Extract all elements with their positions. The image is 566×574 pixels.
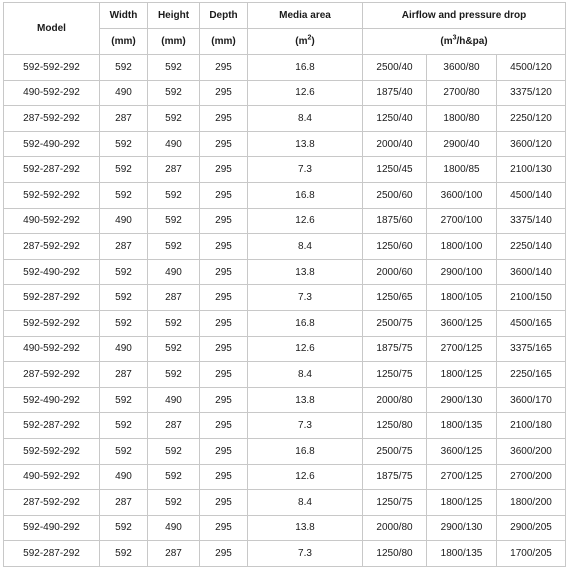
cell-height: 592 bbox=[148, 55, 200, 81]
cell-model: 592-592-292 bbox=[4, 310, 100, 336]
cell-model: 287-592-292 bbox=[4, 490, 100, 516]
cell-height: 490 bbox=[148, 387, 200, 413]
cell-airflow-mid: 2900/130 bbox=[427, 387, 497, 413]
cell-airflow-low: 1250/65 bbox=[363, 285, 427, 311]
cell-model: 592-490-292 bbox=[4, 259, 100, 285]
cell-model: 287-592-292 bbox=[4, 362, 100, 388]
cell-width: 490 bbox=[100, 464, 148, 490]
cell-airflow-low: 2500/75 bbox=[363, 310, 427, 336]
cell-airflow-mid: 1800/85 bbox=[427, 157, 497, 183]
cell-media-area: 13.8 bbox=[248, 387, 363, 413]
cell-height: 592 bbox=[148, 336, 200, 362]
cell-depth: 295 bbox=[200, 208, 248, 234]
table-row bbox=[4, 515, 566, 541]
cell-airflow-high: 2250/165 bbox=[497, 362, 566, 388]
table-body bbox=[4, 55, 566, 567]
cell-model: 592-490-292 bbox=[4, 515, 100, 541]
cell-height: 287 bbox=[148, 157, 200, 183]
cell-depth: 295 bbox=[200, 362, 248, 388]
cell-height: 592 bbox=[148, 310, 200, 336]
unit-width: (mm) bbox=[100, 29, 148, 55]
cell-depth: 295 bbox=[200, 259, 248, 285]
table-row bbox=[4, 182, 566, 208]
cell-depth: 295 bbox=[200, 490, 248, 516]
cell-airflow-low: 2000/60 bbox=[363, 259, 427, 285]
cell-width: 287 bbox=[100, 234, 148, 260]
cell-model: 592-490-292 bbox=[4, 131, 100, 157]
cell-airflow-mid: 2700/125 bbox=[427, 464, 497, 490]
cell-airflow-high: 1800/200 bbox=[497, 490, 566, 516]
cell-media-area: 16.8 bbox=[248, 55, 363, 81]
cell-model: 592-592-292 bbox=[4, 182, 100, 208]
cell-airflow-high: 2100/150 bbox=[497, 285, 566, 311]
cell-media-area: 13.8 bbox=[248, 515, 363, 541]
cell-airflow-high: 4500/165 bbox=[497, 310, 566, 336]
cell-model: 592-490-292 bbox=[4, 387, 100, 413]
cell-airflow-mid: 1800/125 bbox=[427, 362, 497, 388]
cell-airflow-high: 2100/180 bbox=[497, 413, 566, 439]
cell-media-area: 12.6 bbox=[248, 464, 363, 490]
col-header-media-area: Media area bbox=[248, 3, 363, 29]
cell-media-area: 12.6 bbox=[248, 80, 363, 106]
cell-depth: 295 bbox=[200, 55, 248, 81]
cell-depth: 295 bbox=[200, 464, 248, 490]
table-row bbox=[4, 234, 566, 260]
cell-height: 592 bbox=[148, 490, 200, 516]
cell-media-area: 7.3 bbox=[248, 413, 363, 439]
cell-width: 287 bbox=[100, 362, 148, 388]
cell-depth: 295 bbox=[200, 515, 248, 541]
cell-airflow-high: 3600/120 bbox=[497, 131, 566, 157]
cell-airflow-mid: 3600/125 bbox=[427, 310, 497, 336]
cell-height: 592 bbox=[148, 80, 200, 106]
cell-media-area: 12.6 bbox=[248, 208, 363, 234]
cell-width: 592 bbox=[100, 310, 148, 336]
cell-width: 592 bbox=[100, 438, 148, 464]
cell-width: 592 bbox=[100, 259, 148, 285]
col-header-depth: Depth bbox=[200, 3, 248, 29]
unit-depth: (mm) bbox=[200, 29, 248, 55]
cell-airflow-high: 2100/130 bbox=[497, 157, 566, 183]
cell-airflow-mid: 1800/135 bbox=[427, 413, 497, 439]
cell-width: 592 bbox=[100, 413, 148, 439]
cell-airflow-mid: 1800/135 bbox=[427, 541, 497, 567]
cell-airflow-mid: 1800/105 bbox=[427, 285, 497, 311]
cell-media-area: 8.4 bbox=[248, 362, 363, 388]
cell-airflow-high: 3600/170 bbox=[497, 387, 566, 413]
cell-depth: 295 bbox=[200, 234, 248, 260]
cell-depth: 295 bbox=[200, 387, 248, 413]
cell-media-area: 13.8 bbox=[248, 131, 363, 157]
cell-airflow-low: 1250/60 bbox=[363, 234, 427, 260]
cell-depth: 295 bbox=[200, 106, 248, 132]
cell-height: 592 bbox=[148, 106, 200, 132]
cell-airflow-mid: 2700/100 bbox=[427, 208, 497, 234]
table-row bbox=[4, 259, 566, 285]
cell-airflow-low: 1875/75 bbox=[363, 464, 427, 490]
cell-media-area: 8.4 bbox=[248, 106, 363, 132]
cell-height: 592 bbox=[148, 438, 200, 464]
cell-height: 287 bbox=[148, 541, 200, 567]
cell-width: 592 bbox=[100, 285, 148, 311]
cell-model: 592-287-292 bbox=[4, 541, 100, 567]
cell-depth: 295 bbox=[200, 310, 248, 336]
cell-airflow-low: 2500/40 bbox=[363, 55, 427, 81]
table-row bbox=[4, 336, 566, 362]
cell-width: 490 bbox=[100, 208, 148, 234]
cell-airflow-mid: 3600/80 bbox=[427, 55, 497, 81]
cell-airflow-high: 2900/205 bbox=[497, 515, 566, 541]
cell-depth: 295 bbox=[200, 336, 248, 362]
cell-media-area: 7.3 bbox=[248, 541, 363, 567]
cell-airflow-high: 4500/120 bbox=[497, 55, 566, 81]
cell-height: 287 bbox=[148, 413, 200, 439]
table-row bbox=[4, 131, 566, 157]
cell-media-area: 7.3 bbox=[248, 285, 363, 311]
cell-model: 592-592-292 bbox=[4, 438, 100, 464]
cell-airflow-low: 1875/75 bbox=[363, 336, 427, 362]
table-row bbox=[4, 310, 566, 336]
table-row bbox=[4, 464, 566, 490]
unit-airflow: $(m^3/h\&pa)$ bbox=[363, 29, 566, 55]
cell-airflow-high: 1700/205 bbox=[497, 541, 566, 567]
cell-airflow-low: 2500/60 bbox=[363, 182, 427, 208]
table-row bbox=[4, 106, 566, 132]
col-header-width: Width bbox=[100, 3, 148, 29]
cell-airflow-low: 2000/80 bbox=[363, 387, 427, 413]
cell-width: 592 bbox=[100, 131, 148, 157]
cell-airflow-high: 4500/140 bbox=[497, 182, 566, 208]
cell-model: 490-592-292 bbox=[4, 336, 100, 362]
cell-width: 287 bbox=[100, 490, 148, 516]
cell-height: 287 bbox=[148, 285, 200, 311]
cell-model: 592-287-292 bbox=[4, 285, 100, 311]
table-header bbox=[4, 3, 566, 55]
table-row bbox=[4, 55, 566, 81]
unit-height: (mm) bbox=[148, 29, 200, 55]
table-row bbox=[4, 490, 566, 516]
table-row bbox=[4, 387, 566, 413]
cell-airflow-low: 1875/40 bbox=[363, 80, 427, 106]
cell-airflow-mid: 1800/100 bbox=[427, 234, 497, 260]
table-row bbox=[4, 362, 566, 388]
cell-width: 490 bbox=[100, 80, 148, 106]
cell-depth: 295 bbox=[200, 413, 248, 439]
cell-airflow-mid: 2900/100 bbox=[427, 259, 497, 285]
cell-airflow-low: 2500/75 bbox=[363, 438, 427, 464]
cell-airflow-high: 3600/140 bbox=[497, 259, 566, 285]
cell-airflow-low: 2000/40 bbox=[363, 131, 427, 157]
cell-width: 592 bbox=[100, 55, 148, 81]
cell-width: 490 bbox=[100, 336, 148, 362]
cell-media-area: 16.8 bbox=[248, 310, 363, 336]
header-row-labels bbox=[4, 3, 566, 29]
cell-airflow-high: 3600/200 bbox=[497, 438, 566, 464]
cell-airflow-low: 1875/60 bbox=[363, 208, 427, 234]
cell-media-area: 8.4 bbox=[248, 490, 363, 516]
cell-height: 490 bbox=[148, 131, 200, 157]
cell-airflow-high: 2250/120 bbox=[497, 106, 566, 132]
cell-model: 490-592-292 bbox=[4, 208, 100, 234]
cell-depth: 295 bbox=[200, 438, 248, 464]
cell-depth: 295 bbox=[200, 182, 248, 208]
cell-height: 490 bbox=[148, 259, 200, 285]
cell-media-area: 16.8 bbox=[248, 438, 363, 464]
cell-width: 592 bbox=[100, 515, 148, 541]
cell-media-area: 7.3 bbox=[248, 157, 363, 183]
cell-airflow-mid: 2900/130 bbox=[427, 515, 497, 541]
cell-media-area: 16.8 bbox=[248, 182, 363, 208]
unit-media-area: $(m^2)$ bbox=[248, 29, 363, 55]
table-row bbox=[4, 285, 566, 311]
cell-airflow-mid: 2900/40 bbox=[427, 131, 497, 157]
cell-depth: 295 bbox=[200, 157, 248, 183]
cell-airflow-low: 1250/75 bbox=[363, 490, 427, 516]
cell-height: 592 bbox=[148, 234, 200, 260]
cell-height: 490 bbox=[148, 515, 200, 541]
col-header-model: Model bbox=[4, 3, 100, 55]
cell-height: 592 bbox=[148, 182, 200, 208]
cell-media-area: 12.6 bbox=[248, 336, 363, 362]
cell-airflow-high: 3375/165 bbox=[497, 336, 566, 362]
cell-airflow-low: 1250/80 bbox=[363, 541, 427, 567]
cell-height: 592 bbox=[148, 362, 200, 388]
cell-airflow-low: 1250/75 bbox=[363, 362, 427, 388]
cell-airflow-high: 3375/120 bbox=[497, 80, 566, 106]
cell-airflow-mid: 2700/125 bbox=[427, 336, 497, 362]
table-row bbox=[4, 208, 566, 234]
cell-airflow-high: 3375/140 bbox=[497, 208, 566, 234]
cell-model: 592-592-292 bbox=[4, 55, 100, 81]
cell-height: 592 bbox=[148, 464, 200, 490]
cell-airflow-high: 2700/200 bbox=[497, 464, 566, 490]
cell-depth: 295 bbox=[200, 541, 248, 567]
cell-airflow-mid: 3600/125 bbox=[427, 438, 497, 464]
cell-depth: 295 bbox=[200, 285, 248, 311]
cell-model: 592-287-292 bbox=[4, 413, 100, 439]
table-row bbox=[4, 413, 566, 439]
filter-spec-table bbox=[3, 2, 566, 567]
cell-width: 592 bbox=[100, 387, 148, 413]
col-header-airflow: Airflow and pressure drop bbox=[363, 3, 566, 29]
cell-model: 287-592-292 bbox=[4, 234, 100, 260]
table-row bbox=[4, 541, 566, 567]
col-header-height: Height bbox=[148, 3, 200, 29]
cell-model: 287-592-292 bbox=[4, 106, 100, 132]
cell-airflow-low: 2000/80 bbox=[363, 515, 427, 541]
cell-airflow-mid: 2700/80 bbox=[427, 80, 497, 106]
cell-airflow-low: 1250/40 bbox=[363, 106, 427, 132]
table-row bbox=[4, 438, 566, 464]
cell-airflow-low: 1250/80 bbox=[363, 413, 427, 439]
table-row bbox=[4, 80, 566, 106]
table-row bbox=[4, 157, 566, 183]
cell-depth: 295 bbox=[200, 80, 248, 106]
cell-depth: 295 bbox=[200, 131, 248, 157]
cell-media-area: 8.4 bbox=[248, 234, 363, 260]
cell-airflow-low: 1250/45 bbox=[363, 157, 427, 183]
cell-model: 592-287-292 bbox=[4, 157, 100, 183]
cell-width: 287 bbox=[100, 106, 148, 132]
cell-model: 490-592-292 bbox=[4, 464, 100, 490]
cell-width: 592 bbox=[100, 182, 148, 208]
cell-airflow-mid: 1800/125 bbox=[427, 490, 497, 516]
cell-model: 490-592-292 bbox=[4, 80, 100, 106]
cell-media-area: 13.8 bbox=[248, 259, 363, 285]
cell-width: 592 bbox=[100, 541, 148, 567]
cell-width: 592 bbox=[100, 157, 148, 183]
cell-airflow-high: 2250/140 bbox=[497, 234, 566, 260]
cell-airflow-mid: 1800/80 bbox=[427, 106, 497, 132]
cell-airflow-mid: 3600/100 bbox=[427, 182, 497, 208]
cell-height: 592 bbox=[148, 208, 200, 234]
